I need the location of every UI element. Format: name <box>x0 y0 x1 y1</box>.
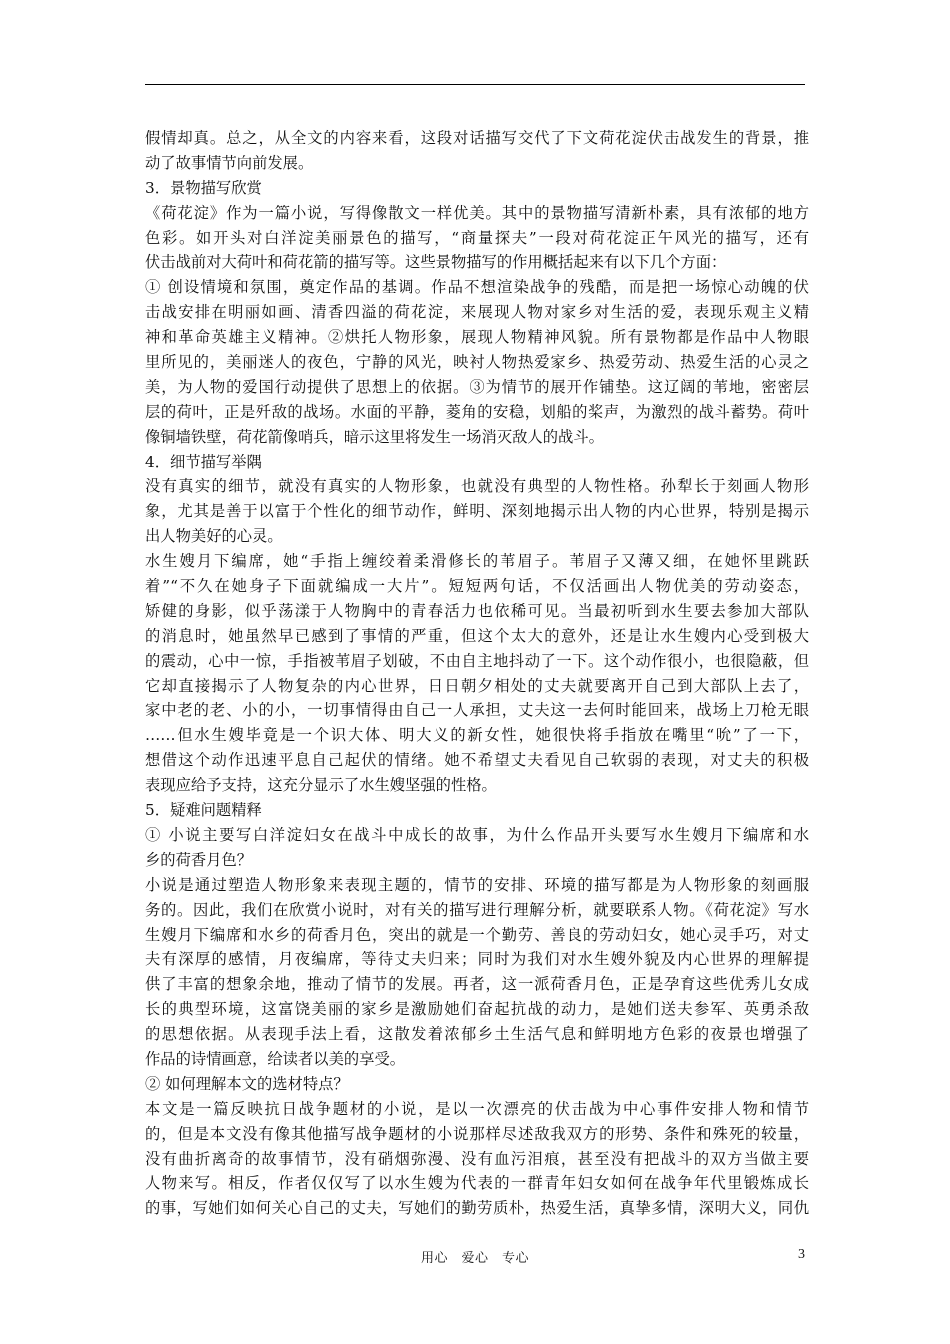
text-line: 长的典型环境，这富饶美丽的家乡是激励她们奋起抗战的动力，是她们送夫参军、英勇杀敌 <box>145 1000 809 1019</box>
text-line: 神和革命英雄主义精神。②烘托人物形象，展现人物精神风貌。所有景物都是作品中人物眼 <box>145 328 809 347</box>
text-line: 供了丰富的想象余地，推动了情节的发展。再者，这一派荷香月色，正是孕育这些优秀儿女成 <box>145 975 809 994</box>
text-line: 出人物美好的心灵。 <box>145 527 283 546</box>
text-line: 人物来写。相反，作者仅仅写了以水生嫂为代表的一群青年妇女如何在战争年代里锻炼成长 <box>145 1174 809 1193</box>
text-line: 它却直接揭示了人物复杂的内心世界，日日朝夕相处的丈夫就要离开自己到大部队上去了， <box>145 676 809 695</box>
text-line: 没有曲折离奇的故事情节，没有硝烟弥漫、没有血污泪痕，甚至没有把战斗的双方当做主要 <box>145 1149 809 1168</box>
text-line: 的震动，心中一惊，手指被苇眉子划破，不由自主地抖动了一下。这个动作很小，也很隐蔽，但 <box>145 651 809 670</box>
section-heading: 4．细节描写举隅 <box>145 452 262 471</box>
text-line: 本文是一篇反映抗日战争题材的小说，是以一次漂亮的伏击战为中心事件安排人物和情节 <box>145 1099 809 1118</box>
text-line: 想借这个动作迅速平息自己起伏的情绪。她不希望丈夫看见自己软弱的表现，对丈夫的积极 <box>145 751 809 770</box>
footer-motto: 用心 爱心 专心 <box>420 1251 529 1266</box>
text-line: 矫健的身影，似乎荡漾于人物胸中的青春活力也依稀可见。当最初听到水生要去参加大部队 <box>145 601 809 620</box>
text-line: 生嫂月下编席和水乡的荷香月色，突出的就是一个勤劳、善良的劳动妇女，她心灵手巧，对丈 <box>145 925 809 944</box>
text-line: 没有真实的细节，就没有真实的人物形象，也就没有典型的人物性格。孙犁长于刻画人物形 <box>145 477 809 496</box>
text-line: 象，尤其是善于以富于个性化的细节动作，鲜明、深刻地揭示出人物的内心世界，特别是揭示 <box>145 502 809 521</box>
question-line: ② 如何理解本文的选材特点？ <box>145 1074 349 1093</box>
text-line: ① 创设情境和氛围，奠定作品的基调。作品不想渲染战争的残酷，而是把一场惊心动魄的伏 <box>145 278 809 297</box>
text-line: 表现应给予支持，这充分显示了水生嫂坚强的性格。 <box>145 776 497 795</box>
text-line: 层的荷叶，正是歼敌的战场。水面的平静，菱角的安稳，划船的桨声，为激烈的战斗蓄势。荷叶 <box>145 402 809 421</box>
text-line: 着”“不久在她身子下面就编成一大片”。短短两句话，不仅活画出人物优美的劳动姿态， <box>145 577 809 596</box>
text-line: 的消息时，她虽然早已感到了事情的严重，但这个太大的意外，还是让水生嫂内心受到极大 <box>145 626 809 645</box>
text-line: 动了故事情节向前发展。 <box>145 153 314 172</box>
text-line: 家中老的老、小的小，一切事情得由自己一人承担，丈夫这一去何时能回来，战场上刀枪无眼 <box>145 701 809 720</box>
text-line: ① 小说主要写白洋淀妇女在战斗中成长的故事，为什么作品开头要写水生嫂月下编席和水 <box>145 825 809 844</box>
text-line: 水生嫂月下编席，她“手指上缠绞着柔滑修长的苇眉子。苇眉子又薄又细，在她怀里跳跃 <box>145 552 809 571</box>
text-line: 色彩。如开头对白洋淀美丽景色的描写，“商量探夫”一段对荷花淀正午风光的描写，还有 <box>145 228 809 247</box>
text-line: 《荷花淀》作为一篇小说，写得像散文一样优美。其中的景物描写清新朴素，具有浓郁的地方 <box>145 203 809 222</box>
text-line: 夫有深厚的感情，月夜编席，等待丈夫归来；同时为我们对水生嫂外貌及内心世界的理解提 <box>145 950 809 969</box>
text-line: 的事，写她们如何关心自己的丈夫，写她们的勤劳质朴，热爱生活，真挚多情，深明大义，同仇 <box>145 1199 809 1218</box>
text-line: 美，为人物的爱国行动提供了思想上的依据。③为情节的展开作铺垫。这辽阔的苇地，密密层 <box>145 377 809 396</box>
page-number: 3 <box>798 1247 805 1262</box>
text-line: 里所见的，美丽迷人的夜色，宁静的风光，映衬人物热爱家乡、热爱劳动、热爱生活的心灵之 <box>145 353 809 372</box>
text-line: 乡的荷香月色？ <box>145 850 253 869</box>
body-text <box>145 126 809 1221</box>
text-line: 的，但是本文没有像其他描写战争题材的小说那样尽述敌我双方的形势、条件和殊死的较量， <box>145 1124 809 1143</box>
text-line: ……但水生嫂毕竟是一个识大体、明大义的新女性，她很快将手指放在嘴里“吮”了一下， <box>145 726 809 745</box>
text-line: 务的。因此，我们在欣赏小说时，对有关的描写进行理解分析，就要联系人物。《荷花淀》写水 <box>145 900 809 919</box>
section-heading: 5．疑难问题精释 <box>145 801 262 820</box>
section-heading: 3．景物描写欣赏 <box>145 178 262 197</box>
text-line: 作品的诗情画意，给读者以美的享受。 <box>145 1049 406 1068</box>
text-line: 假情却真。总之，从全文的内容来看，这段对话描写交代了下文荷花淀伏击战发生的背景，推 <box>145 129 809 147</box>
text-line: 击战安排在明丽如画、清香四溢的荷花淀，来展现人物对家乡对生活的爱，表现乐观主义精 <box>145 303 809 322</box>
text-line: 小说是通过塑造人物形象来表现主题的，情节的安排、环境的描写都是为人物形象的刻画服 <box>145 875 809 894</box>
text-line: 伏击战前对大荷叶和荷花箭的描写等。这些景物描写的作用概括起来有以下几个方面： <box>145 253 727 272</box>
text-line: 的思想依据。从表现手法上看，这散发着浓郁乡土生活气息和鲜明地方色彩的夜景也增强了 <box>145 1025 809 1044</box>
text-line: 像铜墙铁壁，荷花箭像哨兵，暗示这里将发生一场消灭敌人的战斗。 <box>145 427 604 446</box>
header-rule <box>145 84 805 85</box>
